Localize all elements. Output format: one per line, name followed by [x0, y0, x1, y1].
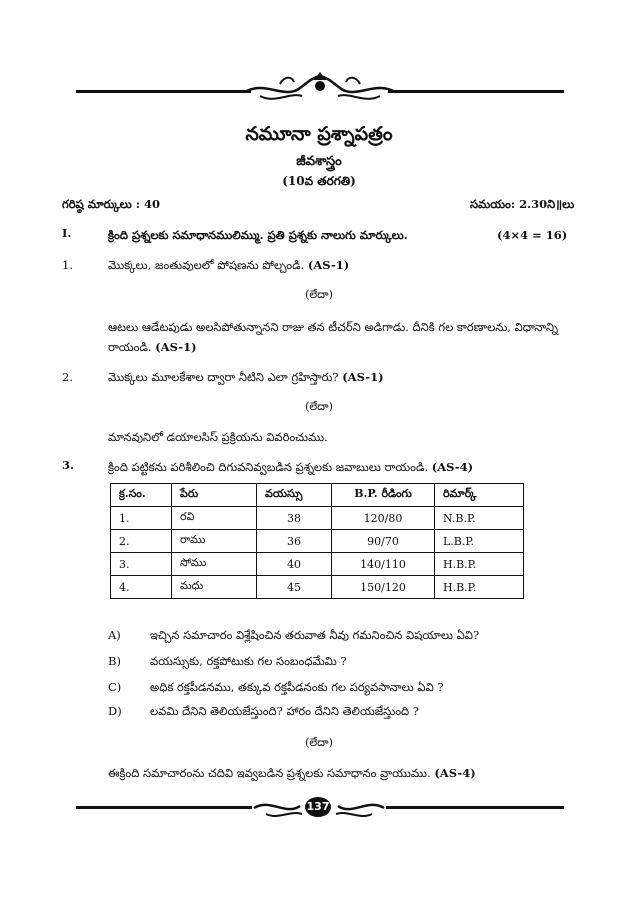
cell-name: రాము	[172, 530, 257, 553]
q1-alt-tag: (AS-1)	[155, 340, 197, 354]
header-bp-reading: B.P. రీడింగు	[332, 484, 435, 507]
q3-alt-line1	[108, 764, 476, 782]
paper-title: నమూనా ప్రశ్నాపత్రం	[245, 123, 393, 145]
cell-remark: H.B.P.	[435, 576, 524, 599]
q1-number: 1.	[62, 258, 73, 272]
table-row	[111, 553, 524, 576]
cell-bp: 90/70	[332, 530, 435, 553]
cell-age: 40	[257, 553, 332, 576]
cell-name: సోము	[172, 553, 257, 576]
q2-alt-line1: మానవునిలో డయాలసిస్ ప్రక్రియను వివరించుము.	[108, 430, 328, 444]
bottom-rule-right	[386, 806, 564, 809]
subq-b-text: వయస్సుకు, రక్తపోటుకు గల సంబంధమేమి ?	[150, 654, 347, 668]
subject-name: జీవశాస్త్రం	[296, 154, 342, 169]
table-header-row	[111, 484, 524, 507]
q1-alt-text: రాయండి.	[108, 340, 152, 354]
q3-or: (లేదా)	[305, 736, 333, 749]
q1-text	[108, 256, 349, 274]
class-label: (10వ తరగతి)	[282, 174, 356, 188]
page-number: 137	[305, 797, 331, 817]
q3-text	[108, 458, 473, 476]
table-row	[111, 576, 524, 599]
cell-bp: 150/120	[332, 576, 435, 599]
q2-number: 2.	[62, 370, 73, 384]
q1-alt-line1: ఆటలు ఆడేటపుడు అలసిపోతున్నానని రాజు తన టీచర్‌ని అడిగాడు. దీనికి గల కారణాలను, విధానాన్ని	[108, 320, 558, 334]
top-flourish-ornament	[240, 70, 400, 110]
cell-bp: 140/110	[332, 553, 435, 576]
q1-question: మొక్కలు, జంతువులలో పోషణను పోల్చండి.	[108, 258, 305, 272]
q3-alt-tag: (AS-4)	[434, 766, 476, 780]
subq-d-label: D)	[108, 704, 122, 718]
header-age: వయస్సు	[257, 484, 332, 507]
top-rule-right	[388, 90, 564, 93]
subq-d-text: లవమి దేనిని తెలియజేస్తుంది? హారం దేనిని తెలియజేస్తుంది ?	[150, 704, 419, 718]
section-instruction: క్రింది ప్రశ్నలకు సమాధానములిమ్ము. ప్రతి ప్రశ్నకు నాలుగు మార్కులు.	[108, 228, 408, 242]
cell-serial: 2.	[111, 530, 172, 553]
header-name: పేరు	[172, 484, 257, 507]
cell-serial: 1.	[111, 507, 172, 530]
q1-alt-line2	[108, 338, 197, 356]
q1-tag: (AS-1)	[307, 258, 350, 272]
cell-age: 36	[257, 530, 332, 553]
cell-serial: 4.	[111, 576, 172, 599]
table-row	[111, 507, 524, 530]
cell-remark: H.B.P.	[435, 553, 524, 576]
q2-question: మొక్కలు మూలకేశాల ద్వారా నీటిని ఎలా గ్రహిస్తారు?	[108, 370, 339, 384]
cell-remark: N.B.P.	[435, 507, 524, 530]
section-number: I.	[62, 226, 72, 240]
bp-table	[110, 483, 524, 599]
subq-c-text: అధిక రక్తపీడనము, తక్కువ రక్తపీడనంకు గల పర్యవసానాలు ఏవి ?	[150, 680, 444, 694]
subq-c-label: C)	[108, 680, 122, 694]
cell-name: రవి	[172, 507, 257, 530]
q1-or: (లేదా)	[305, 288, 333, 301]
cell-name: మధు	[172, 576, 257, 599]
q2-tag: (AS-1)	[342, 370, 384, 384]
cell-serial: 3.	[111, 553, 172, 576]
subq-b-label: B)	[108, 654, 121, 668]
section-marks: (4×4 = 16)	[497, 228, 568, 242]
bottom-rule-left	[76, 806, 252, 809]
q3-alt-text: ఈక్రింది సమాచారంను చదివి ఇవ్వబడిన ప్రశ్నలకు సమాధానం వ్రాయుము.	[108, 766, 431, 780]
q3-tag: (AS-4)	[431, 460, 474, 474]
cell-age: 38	[257, 507, 332, 530]
cell-age: 45	[257, 576, 332, 599]
cell-remark: L.B.P.	[435, 530, 524, 553]
table-row	[111, 530, 524, 553]
header-serial: క్ర.సం.	[111, 484, 172, 507]
top-rule-left	[76, 90, 251, 93]
q2-or: (లేదా)	[305, 400, 333, 413]
q3-number: 3.	[62, 458, 75, 472]
time-allowed: సమయం: 2.30ని॥లు	[470, 197, 575, 211]
q3-question: క్రింది పట్టికను పరిశీలించి దిగువనివ్వబడిన ప్రశ్నలకు జవాబులు రాయండి.	[108, 460, 429, 474]
cell-bp: 120/80	[332, 507, 435, 530]
subq-a-label: A)	[108, 628, 121, 642]
q2-text	[108, 368, 384, 386]
header-remark: రిమార్క్	[435, 484, 524, 507]
max-marks: గరిష్ఠ మార్కులు : 40	[62, 197, 160, 211]
subq-a-text: ఇచ్చిన సమాచారం విశ్లేషించిన తరువాత నీవు గమనించిన విషయాలు ఏవి?	[150, 628, 480, 642]
